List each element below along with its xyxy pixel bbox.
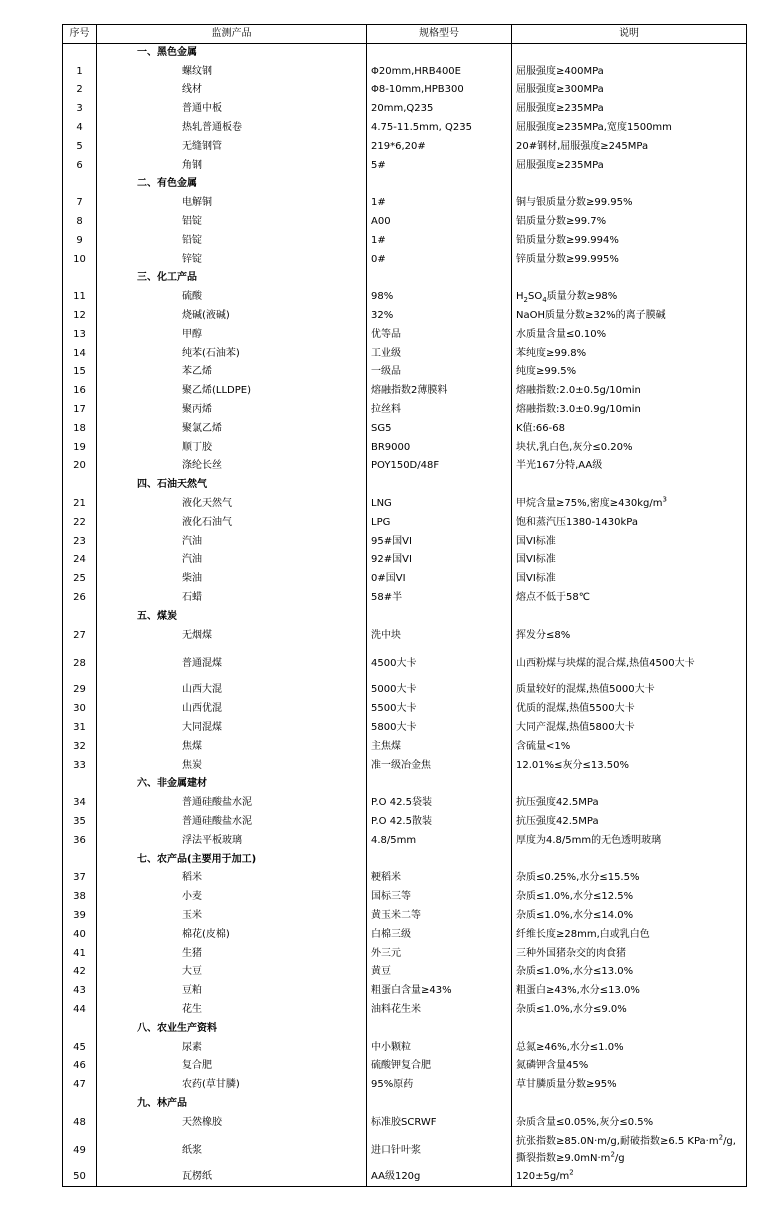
table-row: [63, 888, 747, 907]
row-number: 39: [63, 907, 97, 926]
product-desc: 质量较好的混煤,热值5000大卡: [512, 681, 747, 700]
product-name: 尿素: [97, 1038, 367, 1057]
table-row: [63, 907, 747, 926]
row-number: 25: [63, 570, 97, 589]
product-desc: 杂质≤1.0%,水分≤13.0%: [512, 963, 747, 982]
product-spec: 洗中块: [367, 626, 512, 645]
table-row: [63, 307, 747, 326]
product-spec: P.O 42.5散装: [367, 813, 512, 832]
product-desc: 国VI标准: [512, 570, 747, 589]
table-row: [63, 963, 747, 982]
table-row: [63, 813, 747, 832]
row-number: 10: [63, 250, 97, 269]
header-desc: 说明: [512, 25, 747, 44]
product-name: 线材: [97, 81, 367, 100]
category-title: 四、石油天然气: [97, 476, 367, 495]
product-desc: 杂质≤1.0%,水分≤9.0%: [512, 1001, 747, 1020]
table-row: [63, 100, 747, 119]
table-row: [63, 831, 747, 850]
row-number: 18: [63, 419, 97, 438]
table-row: [63, 288, 747, 307]
row-number: 49: [63, 1132, 97, 1168]
product-spec: 32%: [367, 307, 512, 326]
product-name: 苯乙烯: [97, 363, 367, 382]
product-name: 天然橡胶: [97, 1113, 367, 1132]
row-number: 5: [63, 137, 97, 156]
row-number: 37: [63, 869, 97, 888]
header-spec: 规格型号: [367, 25, 512, 44]
row-number: 12: [63, 307, 97, 326]
product-spec: 92#国VI: [367, 551, 512, 570]
product-spec: 粗蛋白含量≥43%: [367, 982, 512, 1001]
table-row: [63, 513, 747, 532]
row-number: 21: [63, 495, 97, 514]
row-number: 35: [63, 813, 97, 832]
category-title: 五、煤炭: [97, 607, 367, 626]
table-row: [63, 1038, 747, 1057]
monitoring-table: [62, 24, 747, 1187]
table-row: [63, 438, 747, 457]
product-name: 豆粕: [97, 982, 367, 1001]
table-row: [63, 626, 747, 645]
table-row: [63, 756, 747, 775]
table-row: [63, 532, 747, 551]
table-row: [63, 645, 747, 681]
category-row: [63, 850, 747, 869]
row-number: 17: [63, 401, 97, 420]
row-number: 29: [63, 681, 97, 700]
product-desc: 国VI标准: [512, 551, 747, 570]
product-desc: 甲烷含量≥75%,密度$\ge 430kg/m^3$: [512, 495, 747, 514]
product-desc: 挥发分≤8%: [512, 626, 747, 645]
product-desc: 屈服强度≥300MPa: [512, 81, 747, 100]
product-spec: 5#: [367, 156, 512, 175]
table-row: [63, 325, 747, 344]
product-name: 山西优混: [97, 700, 367, 719]
table-row: [63, 250, 747, 269]
product-desc: 铜与银质量分数≥99.95%: [512, 194, 747, 213]
row-number: 8: [63, 213, 97, 232]
row-number: 13: [63, 325, 97, 344]
product-name: 普通硅酸盐水泥: [97, 813, 367, 832]
row-number: 27: [63, 626, 97, 645]
product-name: 锌锭: [97, 250, 367, 269]
category-row: [63, 44, 747, 63]
product-spec: 95#国VI: [367, 532, 512, 551]
table-row: [63, 62, 747, 81]
row-number: 40: [63, 925, 97, 944]
table-row: [63, 700, 747, 719]
product-desc: 杂质含量≤0.05%,灰分≤0.5%: [512, 1113, 747, 1132]
product-desc: $H_2SO_4$质量分数≥98%: [512, 288, 747, 307]
product-desc: 熔融指数:2.0±0.5g/10min: [512, 382, 747, 401]
product-name: 甲醇: [97, 325, 367, 344]
table-row: [63, 944, 747, 963]
category-row: [63, 607, 747, 626]
product-desc: 熔融指数:3.0±0.9g/10min: [512, 401, 747, 420]
product-spec: 20mm,Q235: [367, 100, 512, 119]
row-number: 7: [63, 194, 97, 213]
product-spec: 硫酸钾复合肥: [367, 1057, 512, 1076]
row-number: 46: [63, 1057, 97, 1076]
product-spec: AA级120g: [367, 1168, 512, 1187]
product-spec: 4500大卡: [367, 645, 512, 681]
product-spec: 黄豆: [367, 963, 512, 982]
product-desc: 抗压强度42.5MPa: [512, 813, 747, 832]
row-number: 44: [63, 1001, 97, 1020]
product-name: 无缝钢管: [97, 137, 367, 156]
product-desc: 杂质≤0.25%,水分≤15.5%: [512, 869, 747, 888]
table-row: [63, 419, 747, 438]
table-row: [63, 589, 747, 608]
table-row: [63, 737, 747, 756]
row-number: 42: [63, 963, 97, 982]
product-spec: 熔融指数2薄膜料: [367, 382, 512, 401]
product-spec: 工业级: [367, 344, 512, 363]
product-spec: 白棉三级: [367, 925, 512, 944]
row-number: 23: [63, 532, 97, 551]
product-name: 浮法平板玻璃: [97, 831, 367, 850]
product-desc: 块状,乳白色,灰分≤0.20%: [512, 438, 747, 457]
product-desc: 半光167分特,AA级: [512, 457, 747, 476]
category-row: [63, 1095, 747, 1114]
product-name: 电解铜: [97, 194, 367, 213]
table-row: [63, 137, 747, 156]
product-name: 铅锭: [97, 231, 367, 250]
product-spec: 0#国VI: [367, 570, 512, 589]
product-desc: 铅质量分数≥99.994%: [512, 231, 747, 250]
row-number: 41: [63, 944, 97, 963]
row-number: 4: [63, 119, 97, 138]
product-name: 柴油: [97, 570, 367, 589]
header-no: 序号: [63, 25, 97, 44]
product-spec: BR9000: [367, 438, 512, 457]
product-name: 烧碱(液碱): [97, 307, 367, 326]
category-title: 一、黑色金属: [97, 44, 367, 63]
table-row: [63, 213, 747, 232]
product-spec: 拉丝料: [367, 401, 512, 420]
table-row: [63, 551, 747, 570]
product-desc: 草甘膦质量分数≥95%: [512, 1076, 747, 1095]
header-row: [63, 25, 747, 44]
product-name: 聚乙烯(LLDPE): [97, 382, 367, 401]
row-number: 36: [63, 831, 97, 850]
table-row: [63, 119, 747, 138]
category-row: [63, 269, 747, 288]
product-spec: 优等品: [367, 325, 512, 344]
product-spec: 0#: [367, 250, 512, 269]
row-number: 6: [63, 156, 97, 175]
product-desc: 厚度为4.8/5mm的无色透明玻璃: [512, 831, 747, 850]
product-spec: 5000大卡: [367, 681, 512, 700]
product-desc: 粗蛋白≥43%,水分≤13.0%: [512, 982, 747, 1001]
product-desc: 20#钢材,屈服强度≥245MPa: [512, 137, 747, 156]
product-desc: 纤维长度≥28mm,白或乳白色: [512, 925, 747, 944]
product-spec: 粳稻米: [367, 869, 512, 888]
product-name: 纸浆: [97, 1132, 367, 1168]
product-name: 普通中板: [97, 100, 367, 119]
row-number: 26: [63, 589, 97, 608]
product-desc: 国VI标准: [512, 532, 747, 551]
product-name: 农药(草甘膦): [97, 1076, 367, 1095]
product-desc: 屈服强度≥235MPa: [512, 100, 747, 119]
table-row: [63, 794, 747, 813]
product-desc: 抗压强度42.5MPa: [512, 794, 747, 813]
product-spec: 95%原药: [367, 1076, 512, 1095]
product-name: 小麦: [97, 888, 367, 907]
table-row: [63, 344, 747, 363]
product-desc: 杂质≤1.0%,水分≤12.5%: [512, 888, 747, 907]
row-number: 45: [63, 1038, 97, 1057]
table-row: [63, 495, 747, 514]
product-name: 螺纹钢: [97, 62, 367, 81]
product-desc: $120\pm 5g/m^2$: [512, 1168, 747, 1187]
row-number: 30: [63, 700, 97, 719]
product-desc: 屈服强度≥235MPa,宽度1500mm: [512, 119, 747, 138]
table-row: [63, 1001, 747, 1020]
product-desc: 杂质≤1.0%,水分≤14.0%: [512, 907, 747, 926]
product-desc: 12.01%≤灰分≤13.50%: [512, 756, 747, 775]
product-desc: 屈服强度≥235MPa: [512, 156, 747, 175]
product-desc: 饱和蒸汽压1380-1430kPa: [512, 513, 747, 532]
product-spec: P.O 42.5袋装: [367, 794, 512, 813]
row-number: 48: [63, 1113, 97, 1132]
product-name: 山西大混: [97, 681, 367, 700]
product-name: 大同混煤: [97, 719, 367, 738]
row-number: 28: [63, 645, 97, 681]
product-spec: 5800大卡: [367, 719, 512, 738]
product-name: 棉花(皮棉): [97, 925, 367, 944]
product-name: 焦煤: [97, 737, 367, 756]
product-name: 焦炭: [97, 756, 367, 775]
row-number: 33: [63, 756, 97, 775]
table-row: [63, 925, 747, 944]
table-row: [63, 982, 747, 1001]
product-desc: 锌质量分数≥99.995%: [512, 250, 747, 269]
header-product: 监测产品: [97, 25, 367, 44]
product-name: 大豆: [97, 963, 367, 982]
product-spec: SG5: [367, 419, 512, 438]
product-desc: 大同产混煤,热值5800大卡: [512, 719, 747, 738]
product-spec: 主焦煤: [367, 737, 512, 756]
category-title: 八、农业生产资料: [97, 1019, 367, 1038]
row-number: 15: [63, 363, 97, 382]
product-name: 普通混煤: [97, 645, 367, 681]
product-name: 无烟煤: [97, 626, 367, 645]
product-desc: 抗张指数≥85.0N·m/g,耐破指数≥6.5 $KPa\cdot m^2/g$,撕裂指数$\ge 9.0mN\cdot m^2/g$: [512, 1132, 747, 1168]
product-spec: 一级品: [367, 363, 512, 382]
table-row: [63, 401, 747, 420]
product-name: 瓦楞纸: [97, 1168, 367, 1187]
product-spec: 黄玉米二等: [367, 907, 512, 926]
product-spec: Φ8-10mm,HPB300: [367, 81, 512, 100]
table-row: [63, 719, 747, 738]
product-desc: 熔点不低于58℃: [512, 589, 747, 608]
row-number: 22: [63, 513, 97, 532]
product-name: 涤纶长丝: [97, 457, 367, 476]
category-row: [63, 1019, 747, 1038]
table-row: [63, 363, 747, 382]
row-number: 32: [63, 737, 97, 756]
product-desc: 含硫量<1%: [512, 737, 747, 756]
row-number: 31: [63, 719, 97, 738]
category-title: 九、林产品: [97, 1095, 367, 1114]
table-row: [63, 1132, 747, 1168]
product-name: 普通硅酸盐水泥: [97, 794, 367, 813]
product-desc: 氮磷钾含量45%: [512, 1057, 747, 1076]
table-row: [63, 457, 747, 476]
row-number: 24: [63, 551, 97, 570]
product-desc: 优质的混煤,热值5500大卡: [512, 700, 747, 719]
row-number: 19: [63, 438, 97, 457]
product-name: 纯苯(石油苯): [97, 344, 367, 363]
category-title: 七、农产品(主要用于加工): [97, 850, 367, 869]
product-desc: 铝质量分数≥99.7%: [512, 213, 747, 232]
product-spec: 219*6,20#: [367, 137, 512, 156]
product-spec: A00: [367, 213, 512, 232]
product-name: 生猪: [97, 944, 367, 963]
product-desc: 山西粉煤与块煤的混合煤,热值4500大卡: [512, 645, 747, 681]
product-name: 复合肥: [97, 1057, 367, 1076]
product-spec: 1#: [367, 194, 512, 213]
row-number: 16: [63, 382, 97, 401]
product-spec: 标准胶SCRWF: [367, 1113, 512, 1132]
row-number: 20: [63, 457, 97, 476]
table-row: [63, 1057, 747, 1076]
table-row: [63, 1076, 747, 1095]
product-spec: 进口针叶浆: [367, 1132, 512, 1168]
product-spec: 98%: [367, 288, 512, 307]
table-row: [63, 194, 747, 213]
product-name: 聚氯乙烯: [97, 419, 367, 438]
product-desc: 水质量含量≤0.10%: [512, 325, 747, 344]
product-spec: 中小颗粒: [367, 1038, 512, 1057]
product-name: 热轧普通板卷: [97, 119, 367, 138]
table-row: [63, 1168, 747, 1187]
product-name: 汽油: [97, 551, 367, 570]
product-desc: 三种外国猪杂交的肉食猪: [512, 944, 747, 963]
category-row: [63, 175, 747, 194]
row-number: 2: [63, 81, 97, 100]
product-name: 稻米: [97, 869, 367, 888]
product-name: 铝锭: [97, 213, 367, 232]
product-spec: 58#半: [367, 589, 512, 608]
row-number: 47: [63, 1076, 97, 1095]
product-name: 硫酸: [97, 288, 367, 307]
category-row: [63, 476, 747, 495]
row-number: 1: [63, 62, 97, 81]
product-spec: LPG: [367, 513, 512, 532]
product-desc: NaOH质量分数≥32%的离子膜碱: [512, 307, 747, 326]
product-name: 汽油: [97, 532, 367, 551]
table-row: [63, 231, 747, 250]
category-title: 三、化工产品: [97, 269, 367, 288]
table-row: [63, 1113, 747, 1132]
product-desc: 苯纯度≥99.8%: [512, 344, 747, 363]
row-number: 34: [63, 794, 97, 813]
product-spec: 准一级冶金焦: [367, 756, 512, 775]
row-number: 3: [63, 100, 97, 119]
row-number: 38: [63, 888, 97, 907]
category-title: 六、非金属建材: [97, 775, 367, 794]
product-name: 液化天然气: [97, 495, 367, 514]
product-spec: 油料花生米: [367, 1001, 512, 1020]
product-spec: 国标三等: [367, 888, 512, 907]
product-desc: K值:66-68: [512, 419, 747, 438]
product-spec: LNG: [367, 495, 512, 514]
product-spec: Φ20mm,HRB400E: [367, 62, 512, 81]
category-title: 二、有色金属: [97, 175, 367, 194]
table-row: [63, 382, 747, 401]
row-number: 11: [63, 288, 97, 307]
product-name: 玉米: [97, 907, 367, 926]
table-row: [63, 570, 747, 589]
category-row: [63, 775, 747, 794]
product-spec: 1#: [367, 231, 512, 250]
table-row: [63, 156, 747, 175]
row-number: 43: [63, 982, 97, 1001]
product-name: 液化石油气: [97, 513, 367, 532]
table-row: [63, 681, 747, 700]
product-name: 聚丙烯: [97, 401, 367, 420]
product-spec: 5500大卡: [367, 700, 512, 719]
row-number: 14: [63, 344, 97, 363]
row-number: 50: [63, 1168, 97, 1187]
table-row: [63, 869, 747, 888]
product-spec: 4.8/5mm: [367, 831, 512, 850]
product-spec: POY150D/48F: [367, 457, 512, 476]
product-spec: 4.75-11.5mm, Q235: [367, 119, 512, 138]
product-spec: 外三元: [367, 944, 512, 963]
product-desc: 总氮≥46%,水分≤1.0%: [512, 1038, 747, 1057]
product-name: 角钢: [97, 156, 367, 175]
product-desc: 屈服强度≥400MPa: [512, 62, 747, 81]
table-row: [63, 81, 747, 100]
row-number: 9: [63, 231, 97, 250]
product-desc: 纯度≥99.5%: [512, 363, 747, 382]
product-name: 石蜡: [97, 589, 367, 608]
product-name: 顺丁胶: [97, 438, 367, 457]
product-name: 花生: [97, 1001, 367, 1020]
